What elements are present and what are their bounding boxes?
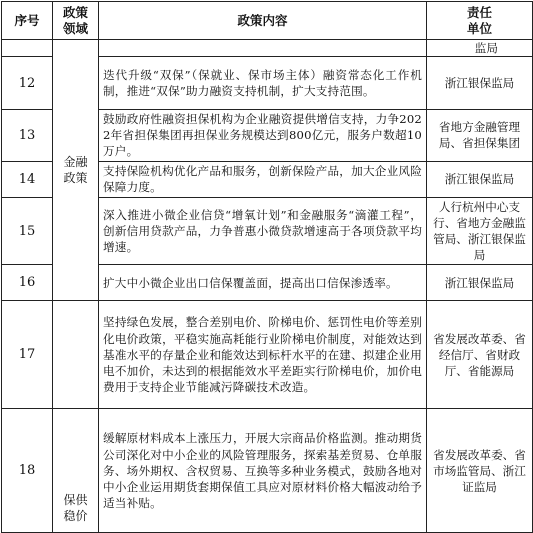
table-header-row xyxy=(2,2,533,40)
field-price-line2: 稳价 xyxy=(63,509,88,524)
header-unit-line2: 单位 xyxy=(466,20,492,36)
row-unit: 省发展改革委、省经信厅、省财政厅、省能源局 xyxy=(427,301,533,409)
row-unit: 省发展改革委、省市场监管局、浙江证监局 xyxy=(427,409,533,533)
row-content: 支持保险机构优化产品和服务，创新保险产品，加大企业风险保障力度。 xyxy=(99,161,427,197)
row-number: 18 xyxy=(2,409,53,533)
table-row xyxy=(2,409,533,533)
header-field-line2: 领域 xyxy=(62,20,88,36)
header-no: 序号 xyxy=(2,2,53,40)
row-number: 13 xyxy=(2,110,53,162)
row-content: 迭代升级“双保”（保就业、保市场主体）融资常态化工作机制，推进“双保”助力融资支持机制，扩大支持范围。 xyxy=(99,57,427,110)
row-unit: 浙江银保监局 xyxy=(427,265,533,301)
row-content: 坚持绿色发展，整合差别电价、阶梯电价、惩罚性电价等差别化电价政策，平稳实施高耗能行业阶梯电价制度，对能效达到基准水平的存量企业和能效达到标杆水平的在建、拟建企业用电不加价，未达到的根据能效水平差距实行阶梯电价，加价电费用于支持企业节能减污降碳技术改造。 xyxy=(99,301,427,409)
continued-unit: 监局 xyxy=(427,40,533,57)
row-unit: 省地方金融管理局、省担保集团 xyxy=(427,110,533,162)
field-empty-cell xyxy=(53,301,99,409)
row-number: 14 xyxy=(2,161,53,197)
row-number: 16 xyxy=(2,265,53,301)
row-number: 17 xyxy=(2,301,53,409)
field-finance-line2: 政策 xyxy=(63,171,88,186)
field-price-stability xyxy=(53,409,99,533)
field-finance-line1: 金融 xyxy=(63,155,88,170)
row-content: 扩大中小微企业出口信保覆盖面，提高出口信保渗透率。 xyxy=(99,265,427,301)
continued-row xyxy=(2,40,533,57)
row-number: 12 xyxy=(2,57,53,110)
continued-content-cell xyxy=(99,40,427,57)
row-content: 鼓励政府性融资担保机构为企业融资提供增信支持，力争2022年省担保集团再担保业务规模达到800亿元，服务户数超10万户。 xyxy=(99,110,427,162)
continued-no-cell xyxy=(2,40,53,57)
field-finance-policy xyxy=(53,40,99,301)
header-content: 政策内容 xyxy=(99,2,427,40)
table-row xyxy=(2,301,533,409)
row-content: 缓解原材料成本上涨压力，开展大宗商品价格监测。推动期货公司深化对中小企业的风险管理服务，探索基差贸易、仓单服务、场外期权、含权贸易、互换等多种业务模式，鼓励各地对中小企业运用期货套期保值工具应对原材料价格大幅波动给予适当补贴。 xyxy=(99,409,427,533)
policy-table xyxy=(1,1,533,533)
header-field xyxy=(53,2,99,40)
row-content: 深入推进小微企业信贷“增氧计划”和金融服务“滴灌工程”，创新信用贷款产品，力争普惠小微贷款增速高于各项贷款平均增速。 xyxy=(99,197,427,265)
header-field-line1: 政策 xyxy=(62,4,88,20)
row-unit: 浙江银保监局 xyxy=(427,161,533,197)
header-unit xyxy=(427,2,533,40)
header-unit-line1: 责任 xyxy=(466,4,492,20)
row-unit: 浙江银保监局 xyxy=(427,57,533,110)
row-unit: 人行杭州中心支行、省地方金融监管局、浙江银保监局 xyxy=(427,197,533,265)
row-number: 15 xyxy=(2,197,53,265)
field-price-line1: 保供 xyxy=(63,493,88,508)
